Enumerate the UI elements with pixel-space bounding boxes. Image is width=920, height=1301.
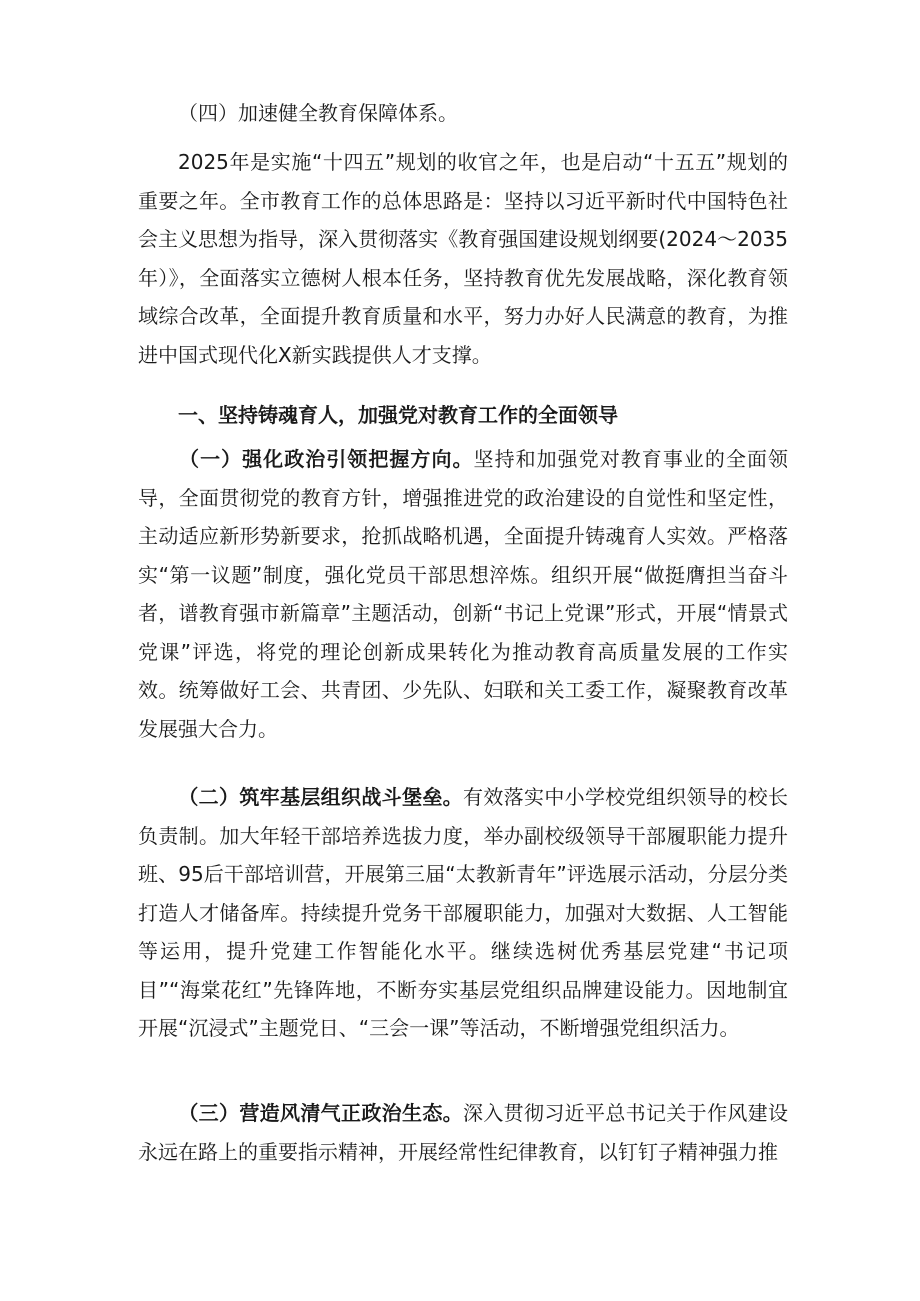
section-four-text: （四）加速健全教育保障体系。 xyxy=(178,101,458,125)
item-2-lead: （二）筑牢基层组织战斗堡垒。 xyxy=(178,785,463,809)
item-2-body: 有效落实中小学校党组织领导的校长负责制。加大年轻干部培养选拔力度，举办副校级领导干部履职能力提升班、95后干部培训营，开展第三届“太教新青年”评选展示活动，分层分类打造人才储备库。持续提升党务干部履职能力，加强对大数据、人工智能等运用，提升党建工作智能化水平。继续选树优秀基层党建“书记项目”“海棠花红”先锋阵地，不断夯实基层党组织品牌建设能力。因地制宜开展“沉浸式”主题党日、“三会一课”等活动，不断增强党组织活力。 xyxy=(138,785,788,1040)
section-one-heading xyxy=(138,396,788,435)
item-1-paragraph xyxy=(138,440,788,748)
item-1-body: 坚持和加强党对教育事业的全面领导，全面贯彻党的教育方针，增强推进党的政治建设的自觉性和坚定性，主动适应新形势新要求，抢抓战略机遇，全面提升铸魂育人实效。严格落实“第一议题”制度，强化党员干部思想淬炼。组织开展“做挺膺担当奋斗者，谱教育强市新篇章”主题活动，创新“书记上党课”形式，开展“情景式党课”评选，将党的理论创新成果转化为推动教育高质量发展的工作实效。统筹做好工会、共青团、少先队、妇联和关工委工作，凝聚教育改革发展强大合力。 xyxy=(138,447,789,741)
intro-paragraph xyxy=(138,143,788,374)
intro-text: 2025年是实施“十四五”规划的收官之年，也是启动“十五五”规划的重要之年。全市教育工作的总体思路是：坚持以习近平新时代中国特色社会主义思想为指导，深入贯彻落实《教育强国建设规划纲要(2024〜2035年）》，全面落实立德树人根本任务，坚持教育优先发展战略，深化教育领域综合改革，全面提升教育质量和水平，努力办好人民满意的教育，为推进中国式现代化X新实践提供人才支撑。 xyxy=(138,150,788,367)
item-3-paragraph xyxy=(138,1094,788,1171)
item-3-body: 深入贯彻习近平总书记关于作风建设永远在路上的重要指示精神，开展经常性纪律教育，以钉钉子精神强力推 xyxy=(138,1101,788,1164)
item-1-lead: （一）强化政治引领把握方向。 xyxy=(178,447,474,471)
item-3-lead: （三）营造风清气正政治生态。 xyxy=(178,1101,463,1125)
section-four-item xyxy=(138,94,788,133)
item-2-paragraph xyxy=(138,778,788,1048)
section-one-heading-text: 一、坚持铸魂育人，加强党对教育工作的全面领导 xyxy=(178,403,618,427)
